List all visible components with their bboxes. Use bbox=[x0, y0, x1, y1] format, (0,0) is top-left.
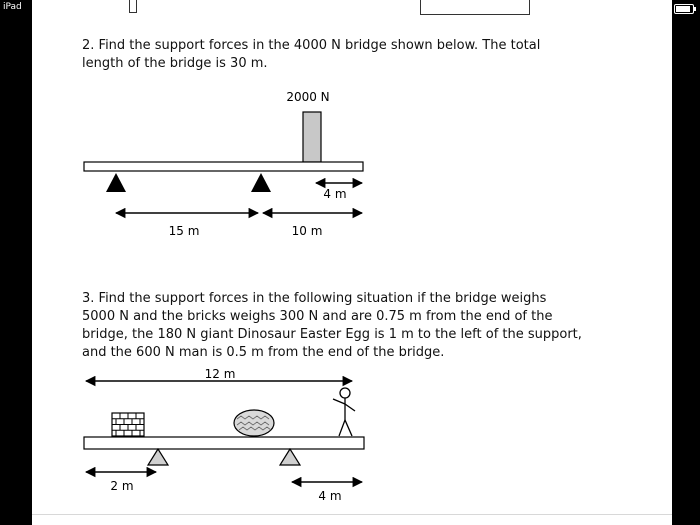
question-3-line-4: and the 600 N man is 0.5 m from the end of the bridge. bbox=[82, 345, 445, 360]
q2-left-support bbox=[106, 173, 126, 192]
document-page[interactable] bbox=[32, 0, 672, 514]
q2-right-support bbox=[251, 173, 271, 192]
question-3-line-2: 5000 N and the bricks weighs 300 N and are 0.75 m from the end of the bbox=[82, 309, 553, 324]
q3-bridge-beam bbox=[84, 437, 364, 449]
question-3-text bbox=[82, 290, 582, 362]
q2-load-block bbox=[303, 112, 321, 162]
q3-bricks bbox=[112, 413, 144, 436]
question-3-line-1: 3. Find the support forces in the following situation if the bridge weighs bbox=[82, 291, 547, 306]
q2-bridge-beam bbox=[84, 162, 363, 171]
q3-stick-man bbox=[333, 388, 355, 436]
question-2-line-2: length of the bridge is 30 m. bbox=[82, 56, 268, 71]
q3-dinosaur-egg bbox=[234, 410, 274, 436]
q2-dim-left-label: 15 m bbox=[168, 224, 200, 238]
q2-load-label: 2000 N bbox=[286, 90, 330, 104]
q3-bridge-diagram bbox=[84, 367, 364, 503]
page-bottom-edge bbox=[32, 514, 672, 525]
device-label: iPad bbox=[3, 2, 22, 12]
q3-left-support bbox=[148, 449, 168, 465]
question-3-line-3: bridge, the 180 N giant Dinosaur Easter Egg is 1 m to the left of the support, bbox=[82, 327, 582, 342]
q3-dim-left-label: 2 m bbox=[110, 479, 134, 493]
q3-total-length-label: 12 m bbox=[204, 367, 236, 381]
q3-right-support bbox=[280, 449, 300, 465]
question-2-line-1: 2. Find the support forces in the 4000 N bridge shown below. The total bbox=[82, 38, 541, 53]
q3-dim-right-label: 4 m bbox=[318, 489, 342, 503]
q2-bridge-diagram bbox=[84, 90, 363, 238]
battery-icon bbox=[674, 4, 694, 14]
question-diagrams bbox=[32, 0, 672, 514]
q2-dim-right-label: 10 m bbox=[291, 224, 323, 238]
q2-dim-end-label: 4 m bbox=[323, 187, 347, 201]
